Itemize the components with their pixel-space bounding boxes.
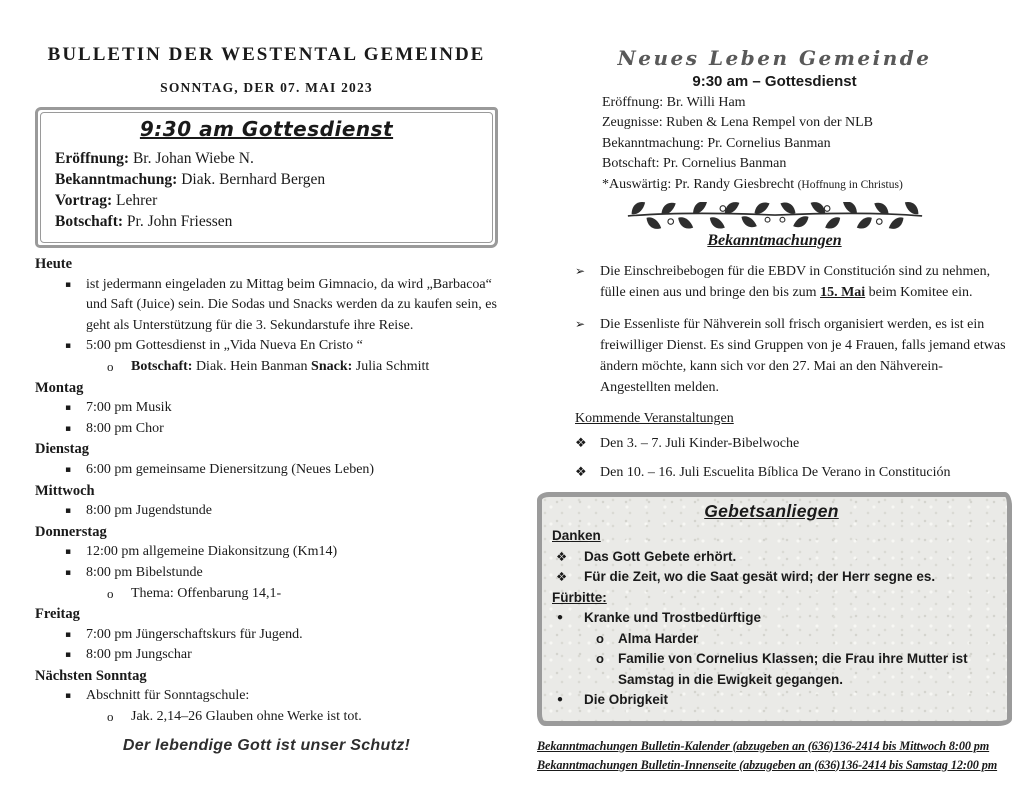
schedule-entry — [35, 584, 498, 605]
text-segment: Die Essenliste für Nähverein soll frisch organisiert werden, es ist ein freiwilliger Dienst. Es sind Gruppen von je 4 Frauen, falls jemand etwas ändern möchte, kann sich vor den 27. Mai an den Nähverein-Angestellten melden. — [600, 317, 1006, 396]
announcements-list — [537, 261, 1012, 398]
bullet-icon: ▪ — [65, 567, 72, 578]
text-segment: 8:00 pm Jugendstunde — [86, 503, 212, 519]
prayer-item-text: Alma Harder — [618, 630, 699, 646]
bullet-icon: ▪ — [65, 341, 72, 352]
prayer-item-text: Für die Zeit, wo die Saat gesät wird; der Herr segne es. — [584, 569, 936, 585]
service-program-text: *Auswärtig: Pr. Randy Giesbrecht — [602, 176, 798, 192]
upcoming-events-list — [537, 434, 1012, 483]
service-items — [55, 148, 478, 232]
service-item-label: Vortrag: — [55, 192, 113, 209]
service-program-text: Botschaft: Pr. Cornelius Banman — [602, 156, 787, 172]
prayer-item-text: Die Obrigkeit — [584, 692, 669, 708]
schedule-entry — [35, 501, 498, 522]
text-segment: Botschaft: — [131, 358, 193, 374]
text-segment: 5:00 pm Gottesdienst in „Vida Nueva En Cristo “ — [86, 338, 363, 354]
text-segment: Die Einschreibebogen für die EBDV in Constitución sind zu nehmen, fülle einen aus und bringe den bis zum — [600, 264, 991, 301]
bullet-icon: ▪ — [65, 547, 72, 558]
schedule-entry-text — [86, 460, 498, 481]
schedule-entry — [35, 542, 498, 563]
bullet-icon: o — [107, 709, 114, 725]
upcoming-event-item — [537, 434, 1012, 454]
announcements-title: Bekanntmachungen — [707, 232, 842, 250]
left-column — [35, 44, 498, 755]
service-program-item — [602, 154, 1012, 174]
bullet-icon: o — [596, 651, 604, 667]
bullet-icon: ▪ — [65, 691, 72, 702]
text-segment: beim Komitee ein. — [865, 285, 973, 301]
prayer-item-text: Familie von Cornelius Klassen; die Frau ihre Mutter ist Samstag in die Ewigkeit gegangen. — [618, 651, 968, 687]
bullet-icon: ▪ — [65, 506, 72, 517]
footer-line: Bekanntmachungen Bulletin-Kalender (abzugeben an (636)136-2414 bis Mittwoch 8:00 pm — [537, 738, 990, 753]
service-item-value: Pr. John Friessen — [123, 213, 233, 230]
bullet-icon: ▪ — [65, 423, 72, 434]
service-program-note: (Hoffnung in Christus) — [797, 178, 903, 191]
schedule-entry — [35, 357, 498, 378]
service-item-label: Eröffnung: — [55, 150, 130, 167]
arrow-bullet-icon: ➢ — [575, 264, 586, 279]
schedule-entry — [35, 686, 498, 707]
bullet-icon: o — [596, 630, 604, 646]
service-item-label: Bekanntmachung: — [55, 171, 178, 188]
service-program-item — [602, 175, 1012, 195]
schedule-day-heading: Mittwoch — [35, 482, 95, 499]
service-program-item — [602, 134, 1012, 154]
prayer-section-heading: Danken — [552, 528, 601, 544]
footer — [537, 737, 1012, 775]
text-segment: Snack: — [311, 358, 353, 374]
service-title: 9:30 am Gottesdienst — [139, 117, 394, 141]
text-segment: Abschnitt für Sonntagschule: — [86, 688, 250, 704]
text-segment: 8:00 pm Jungschar — [86, 647, 192, 663]
schedule-entry-text — [86, 336, 498, 357]
schedule-day-heading: Freitag — [35, 606, 80, 623]
announcement-item — [537, 314, 1012, 398]
diamond-bullet-icon: ❖ — [575, 436, 587, 452]
bullet-icon: • — [556, 610, 564, 626]
schedule-entry — [35, 625, 498, 646]
prayer-section-heading: Fürbitte: — [552, 589, 607, 605]
schedule-entry-text — [86, 625, 498, 646]
announcement-item — [537, 261, 1012, 303]
service-program-text: Bekanntmachung: Pr. Cornelius Banman — [602, 135, 831, 151]
footer-line: Bekanntmachungen Bulletin-Innenseite (abzugeben an (636)136-2414 bis Samstag 12:00 pm — [537, 757, 998, 772]
schedule-day-heading: Donnerstag — [35, 523, 107, 540]
bullet-icon: ▪ — [65, 403, 72, 414]
service-program-text: Zeugnisse: Ruben & Lena Rempel von der NLB — [602, 115, 873, 131]
service-program-list — [602, 93, 1012, 195]
text-segment: 7:00 pm Musik — [86, 400, 172, 416]
weekly-schedule — [35, 254, 498, 728]
text-segment: ist jedermann eingeladen zu Mittag beim Gimnacio, da wird „Barbacoa“ und Saft (Juice) sein. Die Sodas und Snacks werden da zu kaufen sein, es geht als Unterstützung für die 3. Sekundarstufe ihre Reise. — [86, 276, 497, 333]
page-title: BULLETIN DER WESTENTAL GEMEINDE — [47, 44, 486, 65]
bullet-icon: ❖ — [556, 548, 568, 564]
text-segment: Julia Schmitt — [352, 358, 430, 374]
service-item — [55, 211, 478, 232]
schedule-entry — [35, 563, 498, 584]
prayer-box-title: Gebetsanliegen — [704, 501, 839, 522]
service-program-item — [602, 93, 1012, 113]
schedule-entry-text — [86, 645, 498, 666]
bullet-icon: ▪ — [65, 650, 72, 661]
upcoming-event-text: Den 10. – 16. Juli Escuelita Bíblica De Verano in Constitución — [600, 465, 951, 481]
announcement-text — [600, 314, 1012, 398]
church-name: Neues Leben Gemeinde — [617, 46, 932, 70]
schedule-entry-text — [131, 584, 498, 605]
service-time: 9:30 am – Gottesdienst — [692, 73, 857, 90]
service-item-value: Lehrer — [112, 192, 158, 209]
text-segment: Thema: Offenbarung 14,1- — [131, 585, 282, 601]
schedule-entry — [35, 645, 498, 666]
service-item — [55, 148, 478, 169]
service-item-value: Br. Johan Wiebe N. — [129, 150, 254, 167]
schedule-entry — [35, 707, 498, 728]
schedule-entry — [35, 275, 498, 337]
schedule-entry — [35, 336, 498, 357]
schedule-day-heading: Montag — [35, 379, 84, 396]
schedule-entry — [35, 419, 498, 440]
prayer-item — [548, 547, 995, 568]
text-segment: 15. Mai — [820, 285, 866, 301]
service-item — [55, 190, 478, 211]
upcoming-event-item — [537, 463, 1012, 483]
service-item-label: Botschaft: — [55, 213, 124, 230]
schedule-entry-text — [86, 419, 498, 440]
bullet-icon: o — [107, 358, 114, 374]
arrow-bullet-icon: ➢ — [575, 317, 586, 332]
bullet-icon: ▪ — [65, 629, 72, 640]
schedule-entry — [35, 398, 498, 419]
text-segment: Jak. 2,14–26 Glauben ohne Werke ist tot. — [131, 709, 362, 725]
bullet-icon: ▪ — [65, 464, 72, 475]
announcement-text — [600, 261, 1012, 303]
upcoming-events-title: Kommende Veranstaltungen — [575, 411, 734, 427]
schedule-entry-text — [86, 686, 498, 707]
schedule-entry-text — [86, 542, 498, 563]
prayer-item-text: Kranke und Trostbedürftige — [584, 610, 762, 626]
schedule-day-heading: Heute — [35, 256, 73, 272]
bullet-icon: ▪ — [65, 279, 72, 290]
date-heading: SONNTAG, DER 07. MAI 2023 — [160, 80, 373, 95]
bullet-icon: ❖ — [556, 569, 568, 585]
floral-divider-icon — [537, 202, 1012, 229]
service-program-item — [602, 113, 1012, 133]
service-item — [55, 169, 478, 190]
text-segment: 7:00 pm Jüngerschaftskurs für Jugend. — [86, 626, 303, 642]
diamond-bullet-icon: ❖ — [575, 465, 587, 481]
prayer-sections — [548, 526, 995, 711]
prayer-requests-box — [537, 492, 1012, 726]
bullet-icon: o — [107, 585, 114, 601]
upcoming-event-text: Den 3. – 7. Juli Kinder-Bibelwoche — [600, 436, 800, 452]
slogan: Der lebendige Gott ist unser Schutz! — [122, 736, 411, 754]
text-segment: 12:00 pm allgemeine Diakonsitzung (Km14) — [86, 544, 338, 560]
prayer-item — [548, 690, 995, 711]
schedule-entry-text — [86, 563, 498, 584]
bullet-icon: • — [556, 692, 564, 708]
service-box — [35, 107, 498, 248]
schedule-day-heading: Dienstag — [35, 441, 89, 458]
text-segment: 8:00 pm Chor — [86, 420, 164, 436]
prayer-item-text: Das Gott Gebete erhört. — [584, 548, 737, 564]
prayer-item — [548, 649, 995, 690]
schedule-entry-text — [86, 275, 498, 337]
service-box-inner — [40, 112, 493, 243]
right-column — [537, 46, 1012, 775]
schedule-entry-text — [131, 357, 498, 378]
prayer-item — [548, 608, 995, 629]
schedule-entry-text — [86, 398, 498, 419]
prayer-item — [548, 629, 995, 650]
prayer-item — [548, 567, 995, 588]
service-program-text: Eröffnung: Br. Willi Ham — [602, 95, 746, 110]
service-item-value: Diak. Bernhard Bergen — [177, 171, 326, 188]
schedule-entry-text — [131, 707, 498, 728]
schedule-entry — [35, 460, 498, 481]
text-segment: Diak. Hein Banman — [192, 358, 312, 374]
schedule-entry-text — [86, 501, 498, 522]
text-segment: 8:00 pm Bibelstunde — [86, 564, 203, 580]
schedule-day-heading: Nächsten Sonntag — [35, 667, 147, 684]
text-segment: 6:00 pm gemeinsame Dienersitzung (Neues Leben) — [86, 461, 375, 477]
